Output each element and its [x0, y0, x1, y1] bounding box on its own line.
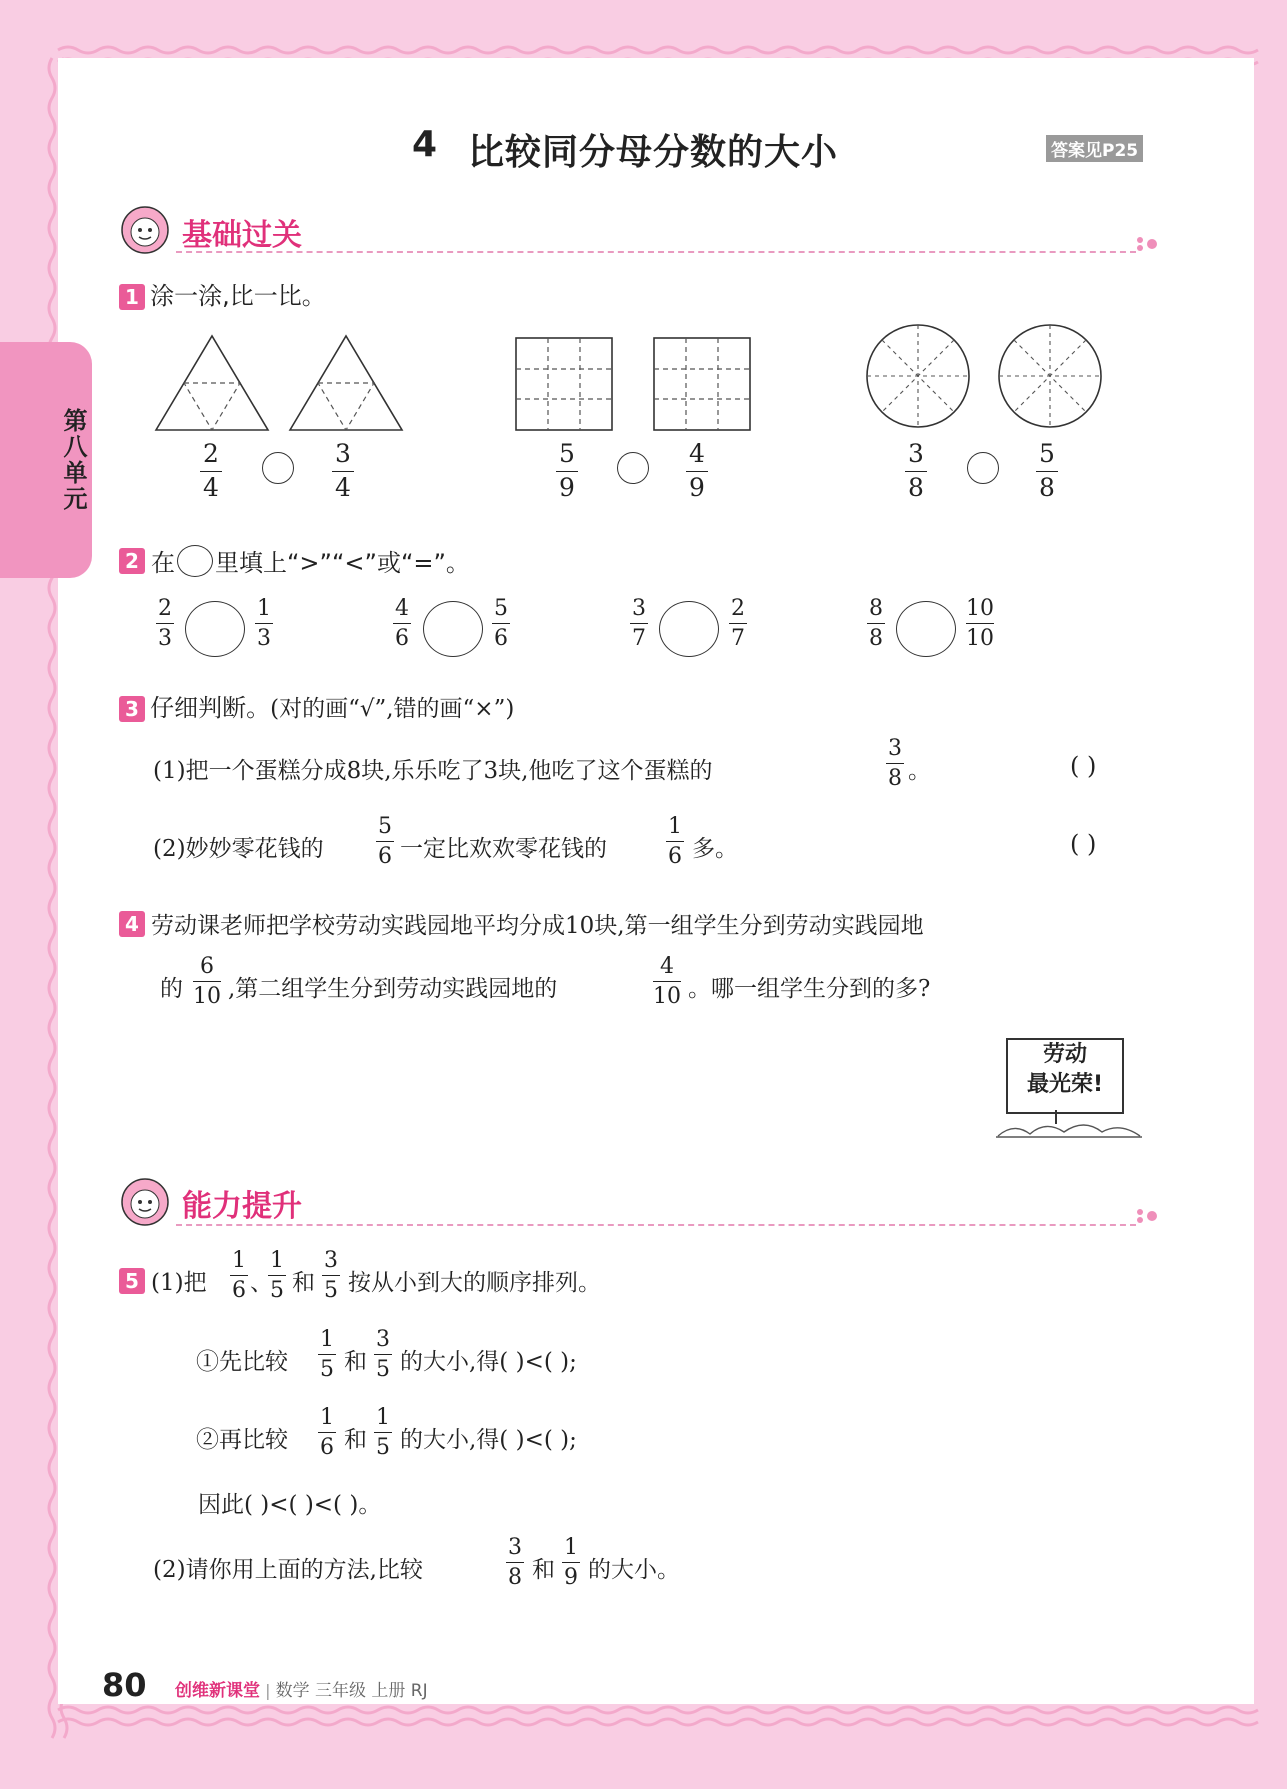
fraction: 3 5 — [324, 1248, 338, 1304]
fraction: 6 10 — [193, 954, 221, 1010]
section-divider — [176, 251, 1136, 253]
fraction: 3 5 — [376, 1327, 390, 1383]
question-text: 里填上“>”“<”或“=”。 — [215, 549, 470, 577]
fraction: 1 5 — [320, 1327, 334, 1383]
fraction: 2 3 — [158, 596, 172, 652]
triangle-figures[interactable] — [150, 332, 410, 436]
punctuation: 。 — [908, 758, 931, 784]
dots-decoration-icon — [1134, 1208, 1160, 1224]
question-text: 按从小到大的顺序排列。 — [348, 1270, 601, 1296]
sign-text: 劳动 — [1042, 1042, 1087, 1067]
question-text: ,第二组学生分到劳动实践园地的 — [228, 976, 558, 1002]
footer-brand: 创维新课堂 — [175, 1681, 260, 1701]
answer-circle[interactable] — [659, 601, 719, 657]
question-3 — [119, 688, 514, 723]
part-2-text: 的大小。 — [588, 1557, 680, 1583]
answer-circle[interactable] — [896, 601, 956, 657]
fraction: 1 6 — [320, 1405, 334, 1461]
question-text: 涂一涂,比一比。 — [150, 282, 326, 310]
fraction: 5 8 — [1036, 440, 1058, 503]
fraction: 1 5 — [270, 1248, 284, 1304]
labor-sign — [1006, 1038, 1124, 1114]
question-number: 2 — [119, 548, 145, 574]
judge-item-2-text: 一定比欢欢零花钱的 — [400, 836, 607, 862]
circle-pie-figures[interactable] — [862, 322, 1114, 434]
judge-item-2: (2)妙妙零花钱的 — [153, 836, 324, 862]
conclusion-blanks[interactable]: 因此( )<( )<( )。 — [198, 1492, 382, 1518]
answer-circle[interactable] — [423, 601, 483, 657]
fraction: 2 7 — [731, 596, 745, 652]
compare-circle[interactable] — [262, 452, 294, 484]
fraction: 3 8 — [888, 736, 902, 792]
fraction: 1 6 — [232, 1248, 246, 1304]
fraction: 4 6 — [395, 596, 409, 652]
page-title: 比较同分母分数的大小 — [468, 132, 839, 173]
question-number: 1 — [119, 284, 145, 310]
question-number: 5 — [119, 1268, 145, 1294]
answer-circle[interactable] — [185, 601, 245, 657]
fraction: 1 9 — [564, 1535, 578, 1591]
answer-reference: 答案见P25 — [1046, 135, 1143, 162]
fraction: 2 4 — [200, 440, 222, 503]
unit-tab-label: 第八单元 — [59, 408, 87, 512]
grass-decoration-icon — [994, 1110, 1144, 1140]
question-text: 劳动课老师把学校劳动实践园地平均分成10块,第一组学生分到劳动实践园地 — [151, 913, 924, 939]
question-text: 仔细判断。 — [150, 694, 271, 722]
fraction: 10 10 — [966, 596, 994, 652]
fraction: 5 6 — [494, 596, 508, 652]
question-2 — [119, 543, 470, 578]
question-text: 。哪一组学生分到的多? — [688, 976, 931, 1002]
answer-blank[interactable]: ( ) — [1070, 830, 1097, 858]
step-1-blanks[interactable]: 的大小,得( )<( ); — [400, 1349, 577, 1375]
section-title-advance: 能力提升 — [182, 1189, 302, 1224]
fraction: 3 4 — [332, 440, 354, 503]
fraction: 4 10 — [653, 954, 681, 1010]
question-number: 4 — [119, 911, 145, 937]
answer-blank[interactable]: ( ) — [1070, 752, 1097, 780]
fraction: 1 5 — [376, 1405, 390, 1461]
question-number: 3 — [119, 696, 145, 722]
judge-item-1: (1)把一个蛋糕分成8块,乐乐吃了3块,他吃了这个蛋糕的 — [153, 758, 713, 784]
question-text: 的 — [160, 976, 183, 1002]
dots-decoration-icon — [1134, 236, 1160, 252]
question-text: 和 — [292, 1270, 315, 1296]
mascot-icon — [116, 1176, 174, 1228]
fraction: 5 9 — [556, 440, 578, 503]
question-text: (1)把 — [151, 1270, 207, 1296]
question-text: 、 — [250, 1270, 273, 1296]
step-2-blanks[interactable]: 的大小,得( )<( ); — [400, 1427, 577, 1453]
section-title-basics: 基础过关 — [182, 218, 302, 253]
part-2-text: 和 — [532, 1557, 555, 1583]
fraction: 5 6 — [378, 814, 392, 870]
step-2-text: ②再比较 — [196, 1427, 288, 1453]
square-grid-figures[interactable] — [514, 336, 754, 432]
lesson-number: 4 — [412, 124, 439, 165]
section-divider — [176, 1224, 1136, 1226]
mascot-icon — [116, 204, 174, 256]
fraction: 3 7 — [632, 596, 646, 652]
sign-text: 最光荣! — [1026, 1072, 1104, 1097]
step-2-text: 和 — [344, 1427, 367, 1453]
judge-item-2-text: 多。 — [692, 836, 738, 862]
compare-circle[interactable] — [967, 452, 999, 484]
question-4 — [119, 907, 924, 940]
blank-circle-icon — [177, 545, 213, 577]
fraction: 3 8 — [508, 1535, 522, 1591]
footer-info: 创维新课堂 | 数学 三年级 上册 RJ — [175, 1681, 428, 1701]
fraction: 4 9 — [686, 440, 708, 503]
fraction: 1 6 — [668, 814, 682, 870]
step-1-text: 和 — [344, 1349, 367, 1375]
fraction: 3 8 — [905, 440, 927, 503]
step-1-text: ①先比较 — [196, 1349, 288, 1375]
page-number: 80 — [102, 1666, 147, 1704]
compare-circle[interactable] — [617, 452, 649, 484]
question-5 — [119, 1264, 207, 1297]
question-text: 在 — [151, 549, 175, 577]
fraction: 1 3 — [257, 596, 271, 652]
part-2-text: (2)请你用上面的方法,比较 — [153, 1557, 423, 1583]
question-1 — [119, 276, 326, 311]
question-note: (对的画“√”,错的画“×”) — [270, 696, 515, 722]
fraction: 8 8 — [869, 596, 883, 652]
footer-subject: 数学 三年级 上册 RJ — [275, 1681, 428, 1701]
